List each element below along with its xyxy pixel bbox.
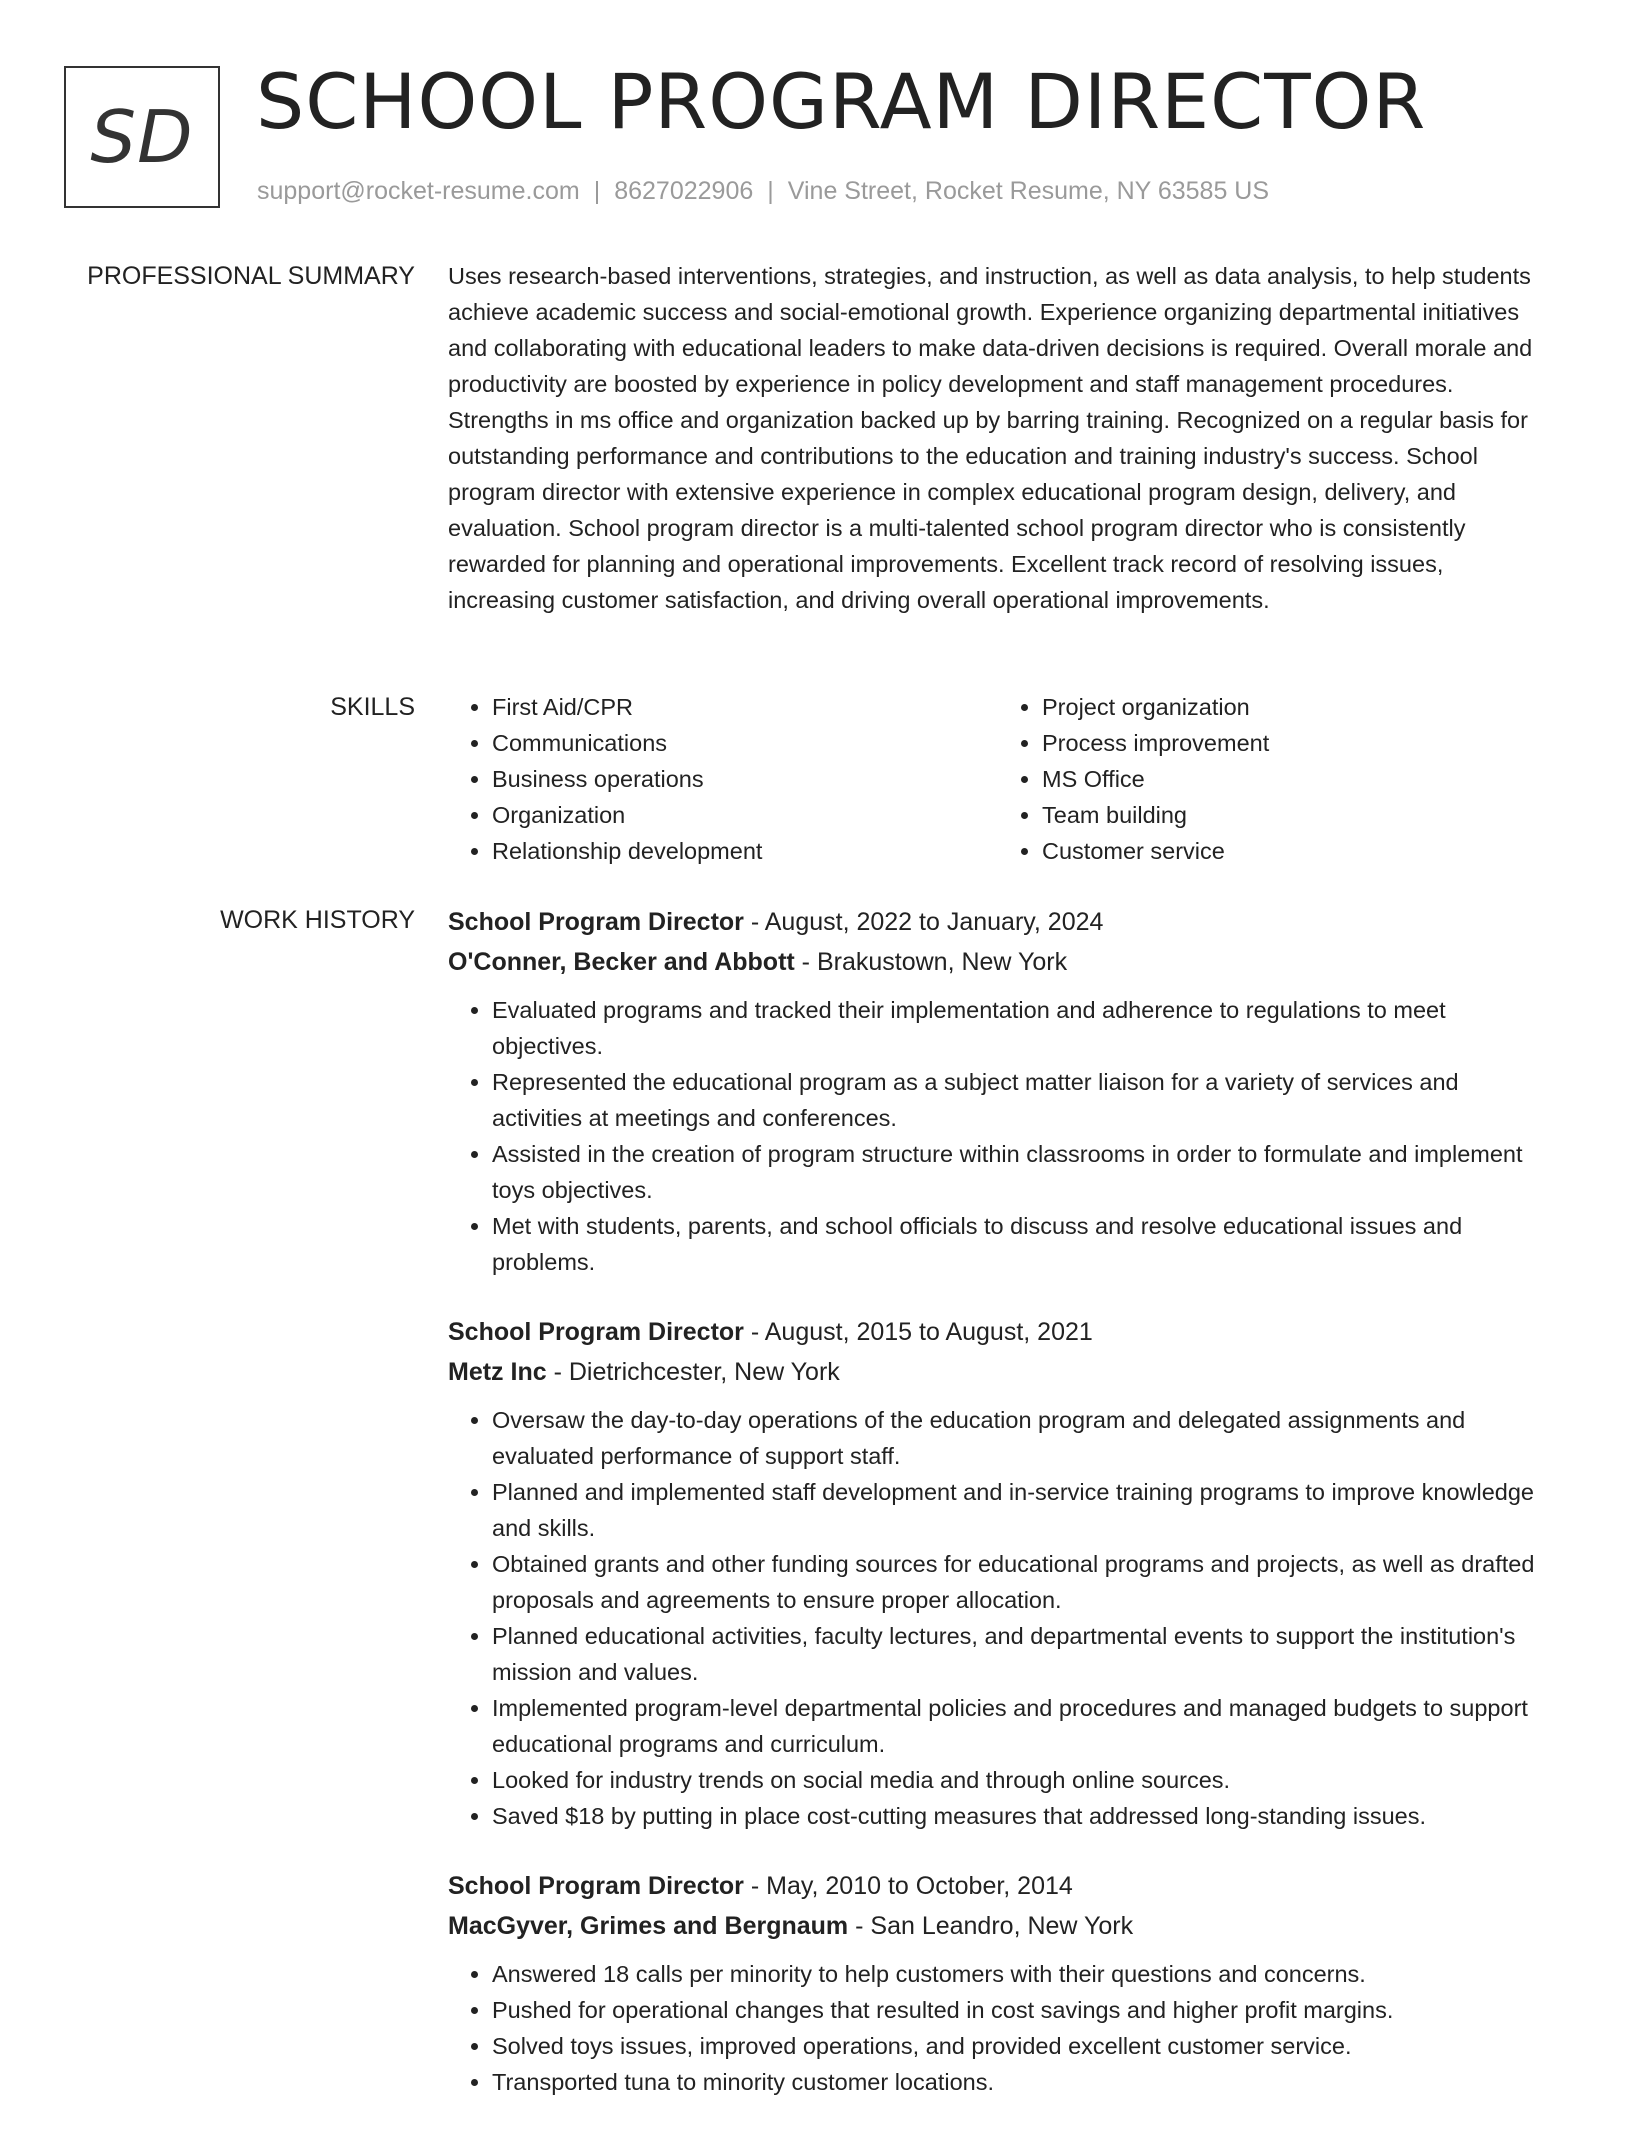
list-item: • Assisted in the creation of program structure within classrooms in order to formulate and implement toys objectives.: [492, 1136, 1548, 1208]
list-item: • Customer service: [1042, 833, 1548, 869]
job-entry: [448, 1312, 1548, 1834]
job-title-line: [448, 1866, 1548, 1906]
job-dates: - August, 2022 to January, 2024: [743, 908, 1104, 936]
job-location: - Dietrichcester, New York: [546, 1358, 840, 1386]
skills-list-left: [448, 689, 998, 869]
list-item: • Planned and implemented staff development and in-service training programs to improve knowledge and skills.: [492, 1474, 1548, 1546]
contact-separator: |: [767, 177, 774, 205]
job-location: - San Leandro, New York: [848, 1912, 1134, 1940]
job-title-line: [448, 1312, 1548, 1352]
list-item: • Met with students, parents, and school officials to discuss and resolve educational issues and problems.: [492, 1208, 1548, 1280]
list-item: • Relationship development: [492, 833, 998, 869]
list-item: • Planned educational activities, faculty lectures, and departmental events to support the institution's mission and values.: [492, 1618, 1548, 1690]
job-company-line: [448, 1906, 1548, 1946]
list-item: • Team building: [1042, 797, 1548, 833]
list-item: • MS Office: [1042, 761, 1548, 797]
monogram-initials: SD: [90, 95, 194, 179]
list-item: • Represented the educational program as a subject matter liaison for a variety of services and activities at meetings and conferences.: [492, 1064, 1548, 1136]
monogram-box: [64, 66, 220, 208]
job-bullets: [448, 1402, 1548, 1834]
job-dates: - May, 2010 to October, 2014: [743, 1872, 1073, 1900]
list-item: • Project organization: [1042, 689, 1548, 725]
job-company: O'Conner, Becker and Abbott: [448, 948, 795, 976]
list-item: • Pushed for operational changes that resulted in cost savings and higher profit margins.: [492, 1992, 1548, 2028]
job-dates: - August, 2015 to August, 2021: [743, 1318, 1093, 1346]
list-item: • Saved $18 by putting in place cost-cutting measures that addressed long-standing issues.: [492, 1798, 1548, 1834]
summary-label: PROFESSIONAL SUMMARY: [87, 262, 415, 290]
job-entry: [448, 902, 1548, 1280]
contact-email: support@rocket-resume.com: [257, 177, 580, 205]
job-title-line: [448, 902, 1548, 942]
summary-body: [448, 258, 1548, 618]
skills-label: SKILLS: [330, 693, 415, 721]
list-item: • Transported tuna to minority customer locations.: [492, 2064, 1548, 2100]
list-item: • First Aid/CPR: [492, 689, 998, 725]
job-company-line: [448, 942, 1548, 982]
list-item: • Oversaw the day-to-day operations of the education program and delegated assignments and evaluated performance of support staff.: [492, 1402, 1548, 1474]
list-item: • Organization: [492, 797, 998, 833]
list-item: • Implemented program-level departmental policies and procedures and managed budgets to support educational programs and curriculum.: [492, 1690, 1548, 1762]
job-location: - Brakustown, New York: [794, 948, 1068, 976]
job-title: School Program Director: [448, 908, 744, 936]
contact-address: Vine Street, Rocket Resume, NY 63585 US: [787, 177, 1270, 205]
job-company: Metz Inc: [448, 1358, 547, 1386]
job-company: MacGyver, Grimes and Bergnaum: [448, 1912, 849, 1940]
resume-name: SCHOOL PROGRAM DIRECTOR: [256, 57, 1427, 146]
work-label: WORK HISTORY: [220, 906, 415, 934]
skills-body: [448, 689, 1548, 869]
list-item: • Process improvement: [1042, 725, 1548, 761]
list-item: • Communications: [492, 725, 998, 761]
list-item: • Evaluated programs and tracked their implementation and adherence to regulations to meet objectives.: [492, 992, 1548, 1064]
job-company-line: [448, 1352, 1548, 1392]
work-body: [448, 902, 1548, 2132]
list-item: • Looked for industry trends on social media and through online sources.: [492, 1762, 1548, 1798]
list-item: • Answered 18 calls per minority to help customers with their questions and concerns.: [492, 1956, 1548, 1992]
job-title: School Program Director: [448, 1872, 744, 1900]
list-item: • Obtained grants and other funding sources for educational programs and projects, as well as drafted proposals and agreements to ensure proper allocation.: [492, 1546, 1548, 1618]
summary-text: Uses research-based interventions, strategies, and instruction, as well as data analysis, to help students achieve academic success and social-emotional growth. Experience organizing departmental initiatives and collaborating with educational leaders to make data-driven decisions is required. Overall morale and productivity are boosted by experience in policy development and staff management procedures. Strengths in ms office and organization backed up by barring training. Recognized on a regular basis for outstanding performance and contributions to the education and training industry's success. School program director with extensive experience in complex educational program design, delivery, and evaluation. School program director is a multi-talented school program director who is consistently rewarded for planning and operational improvements. Excellent track record of resolving issues, increasing customer satisfaction, and driving overall operational improvements.: [448, 263, 1533, 613]
job-title: School Program Director: [448, 1318, 744, 1346]
contact-separator: |: [593, 177, 601, 205]
contact-line: [257, 174, 1269, 208]
list-item: • Business operations: [492, 761, 998, 797]
list-item: • Solved toys issues, improved operations, and provided excellent customer service.: [492, 2028, 1548, 2064]
skills-list-right: [998, 689, 1548, 869]
contact-phone: 8627022906: [614, 177, 754, 205]
job-entry: [448, 1866, 1548, 2100]
job-bullets: [448, 1956, 1548, 2100]
job-bullets: [448, 992, 1548, 1280]
